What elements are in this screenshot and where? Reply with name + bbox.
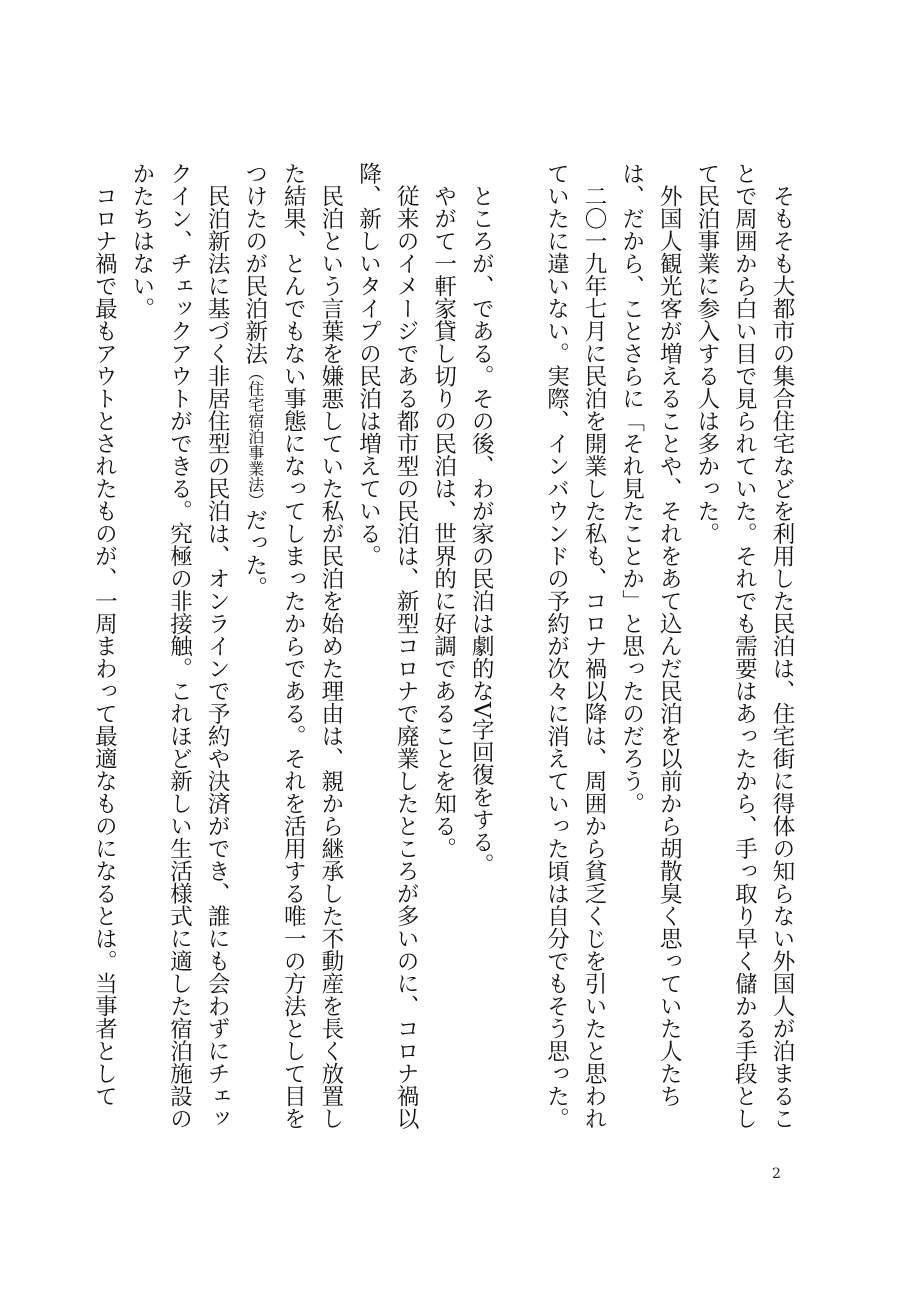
paragraph-5: やがて一軒家貸し切りの民泊は、世界的に好調であることを知る。 bbox=[430, 162, 457, 860]
vertical-body-text bbox=[91, 162, 800, 1137]
paragraph-7 bbox=[235, 162, 349, 1137]
paragraph-3: 二〇一九年七月に民泊を開業した私も、コロナ禍以降は、周囲から貧乏くじを引いたと思われていたに違いない。実際、インバウンドの予約が次々に消えていった頃は自分でもそう思った。 bbox=[543, 162, 608, 1130]
paragraph-6: 従来のイメージである都市型の民泊は、新型コロナで廃業したところが多いのに、コロナ禍以降、新しいタイプの民泊は増えている。 bbox=[355, 162, 420, 1130]
blank-line bbox=[499, 162, 537, 1137]
paragraph-4: ところが、である。その後、わが家の民泊は劇的なV字回復をする。 bbox=[468, 162, 495, 876]
paragraph-9: コロナ禍で最もアウトとされたものが、一周まわって最適なものになるとは。当事者として bbox=[91, 162, 118, 1107]
paragraph-7-text: 民泊という言葉を嫌悪していた私が民泊を始めた理由は、親から継承した不動産を長く放置した結果、とんでもない事態になってしまったからである。それを活用する唯一の方法として目をつけたのが民泊新法 bbox=[241, 162, 344, 1130]
paragraph-1: そもそも大都市の集合住宅などを利用した民泊は、住宅街に得体の知らない外国人が泊まることで周囲から白い目で見られていた。それでも需要はあったから、手っ取り早く儲かる手段として民泊事業に参入する人は多かった。 bbox=[693, 162, 795, 1130]
paragraph-8: 民泊新法に基づく非居住型の民泊は、オンラインで予約や決済ができ、誰にも会わずにチェックイン、チェックアウトができる。究極の非接触。これほど新しい生活様式に適した宿泊施設のかたちはない。 bbox=[128, 162, 231, 1130]
law-name-note: （住宅宿泊事業法） bbox=[245, 364, 265, 509]
paragraph-2: 外国人観光客が増えることや、それをあて込んだ民泊を以前から胡散臭く思っていた人たちは、だから、ことさらに「それ見たことか」と思ったのだろう。 bbox=[618, 162, 683, 1107]
page-number: 2 bbox=[772, 1166, 781, 1182]
paragraph-7-end: だった。 bbox=[241, 508, 268, 599]
